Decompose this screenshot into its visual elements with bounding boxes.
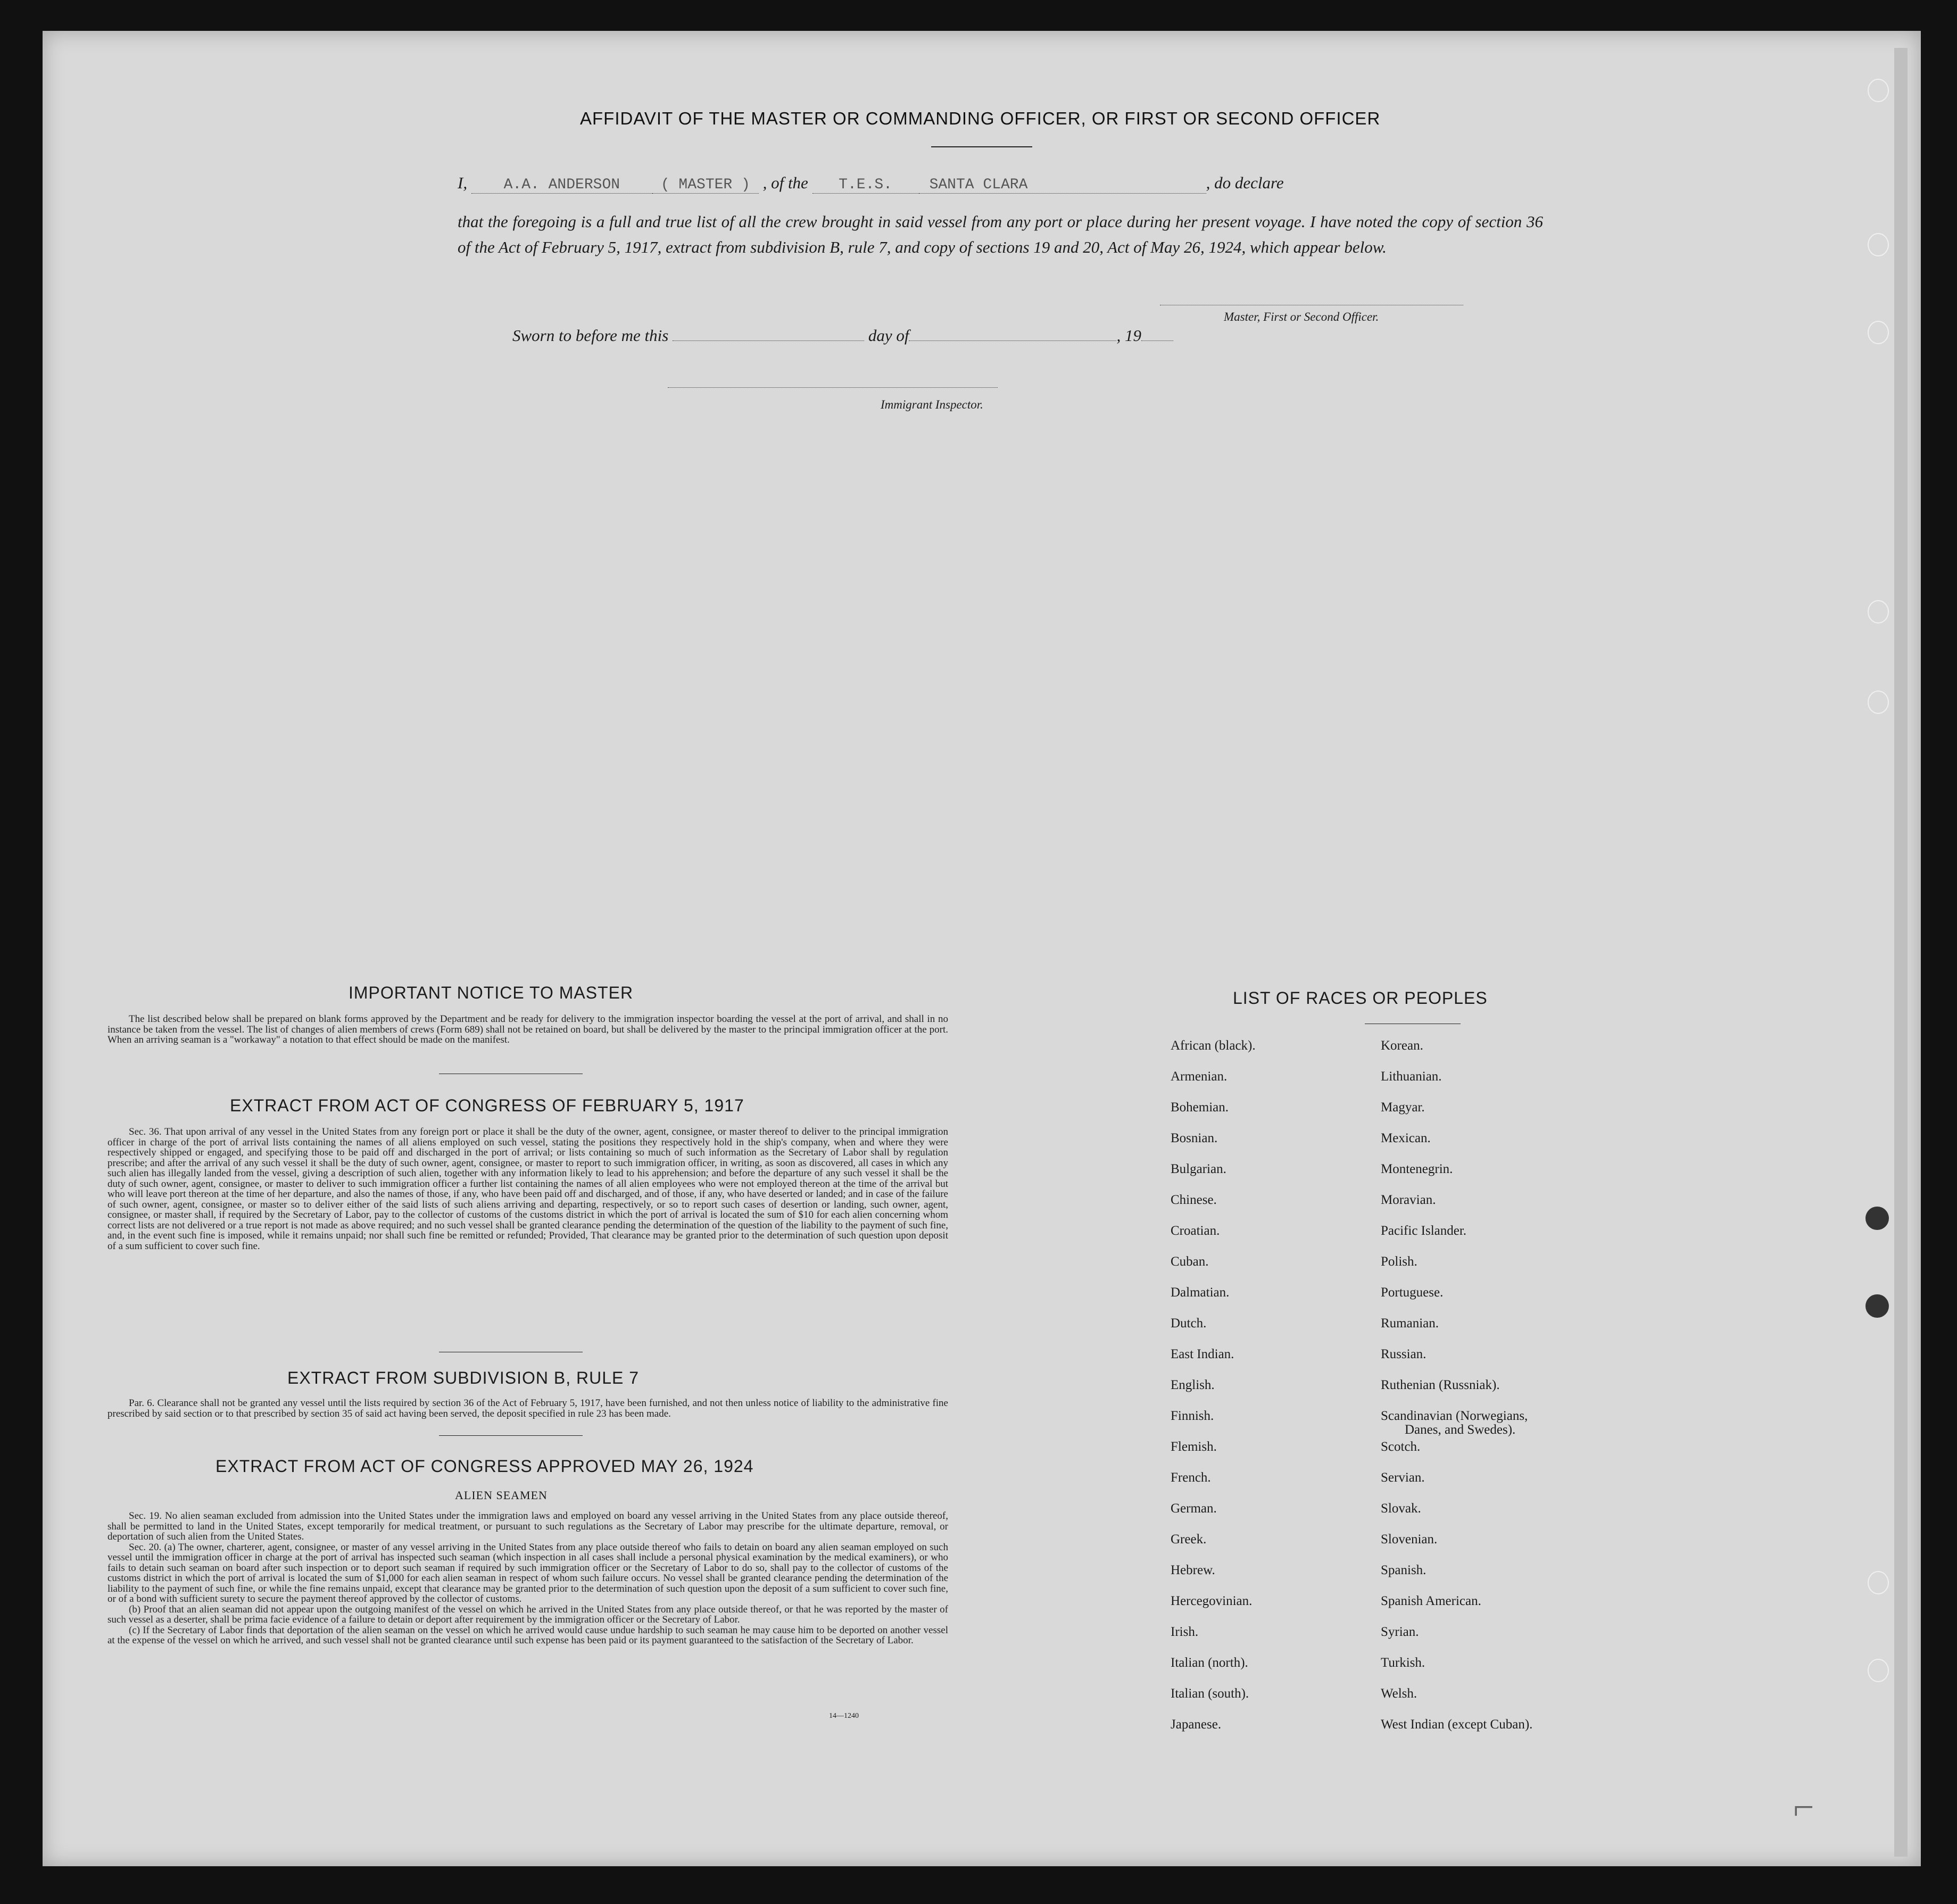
form-number: 14—1240	[829, 1712, 859, 1720]
binder-hole	[1868, 233, 1889, 256]
race-item: Armenian.	[1171, 1069, 1228, 1084]
race-item: Mexican.	[1381, 1131, 1431, 1145]
race-item: Russian.	[1381, 1347, 1427, 1361]
binder-hole	[1868, 79, 1889, 102]
vessel-type-field: T.E.S.	[812, 177, 919, 194]
race-item: Polish.	[1381, 1254, 1417, 1269]
race-item: Spanish.	[1381, 1563, 1427, 1577]
notice-text: The list described below shall be prepared on blank forms approved by the Department and be ready for delivery to the immigration inspector boarding the vessel at the port of arrival, and shall in no instance be taken from the vessel. The list of changes of alien members of crews (Form 689) shall not be retained on board, but shall be delivered by the master to the principal immigration officer at the port. When an arriving seaman is a "workaway" a notation to that effect should be made on the manifest.	[107, 1013, 948, 1045]
inspector-signature-line	[668, 387, 998, 388]
race-item: Chinese.	[1171, 1193, 1217, 1207]
extract-1917-title: EXTRACT FROM ACT OF CONGRESS OF FEBRUARY 5, 1917	[230, 1096, 744, 1115]
vessel-name-field: SANTA CLARA	[919, 177, 1206, 194]
affidavit-body: that the foregoing is a full and true list of all the crew brought in said vessel from any port or place during her present voyage. I have noted the copy of section 36 of the Act of February 5, 1917, extract from subdivision B, rule 7, and copy of sections 19 and 20, Act of May 26, 1924, which appear below.	[458, 212, 1543, 256]
race-item: Korean.	[1381, 1038, 1423, 1053]
race-item: West Indian (except Cuban).	[1381, 1717, 1533, 1732]
sworn-year-field	[1141, 340, 1173, 341]
race-item: Montenegrin.	[1381, 1162, 1453, 1176]
subdivision-title: EXTRACT FROM SUBDIVISION B, RULE 7	[287, 1368, 640, 1387]
pencil-mark: ⌐	[1793, 1787, 1814, 1828]
race-item: Bulgarian.	[1171, 1162, 1226, 1176]
race-item: German.	[1171, 1501, 1217, 1516]
i-label: I,	[458, 173, 468, 192]
master-name-field: A.A. ANDERSON	[471, 177, 652, 194]
master-caption: Master, First or Second Officer.	[1224, 310, 1379, 323]
sec-20-b: (b) Proof that an alien seaman did not appear upon the outgoing manifest of the vessel on which he arrived in the United States from any place outside thereof, or that he was reported by the master of such vessel as a deserter, shall be prima facie evidence of a failure to detain or deport after requirement by the immigration officer or the Secretary of Labor.	[107, 1603, 948, 1625]
race-item-continuation: Danes, and Swedes).	[1405, 1423, 1516, 1437]
do-declare-label: , do declare	[1206, 173, 1284, 192]
race-item: Dalmatian.	[1171, 1285, 1230, 1300]
race-item: Portuguese.	[1381, 1285, 1444, 1300]
binder-hole	[1868, 321, 1889, 344]
race-item: Scandinavian (Norwegians,	[1381, 1409, 1528, 1423]
binder-hole-filled	[1865, 1294, 1889, 1318]
race-item: Slovak.	[1381, 1501, 1421, 1516]
race-item: Finnish.	[1171, 1409, 1214, 1423]
race-item: Rumanian.	[1381, 1316, 1439, 1331]
subdivision-text: Par. 6. Clearance shall not be granted any vessel until the lists required by section 36 of the Act of February 5, 1917, have been furnished, and not then unless notice of liability to the administrative fine prescribed by said section or to that prescribed by section 35 of said act having been served, the deposit specified in rule 23 has been made.	[107, 1398, 948, 1419]
document-page	[43, 31, 1921, 1866]
affidavit-declaration-line	[458, 173, 1284, 194]
binder-hole-filled	[1865, 1207, 1889, 1230]
race-item: Scotch.	[1381, 1440, 1421, 1454]
sec-20-a: Sec. 20. (a) The owner, charterer, agent, consignee, or master of any vessel arriving in the United States from any place outside thereof who fails to detain on board any alien seaman employed on such vessel until the immigration officer in charge at the port of arrival has inspected such seaman (which inspection in all cases shall include a personal physical examination by the medical examiners), or who fails to detain such seaman on board after such inspection or to deport such seaman if required by such immigration officer or the Secretary of Labor to do so, shall pay to the collector of customs of the customs district in which the port of arrival is located the sum of $1,000 for each alien seaman in respect of whom such failure occurs. No vessel shall be granted clearance pending the determination of the liability to the payment of such fine, or while the fine remains unpaid, except that clearance may be granted prior to the determination of such question upon the deposit of a sum sufficient to cover such fine, or of a bond with sufficient surety to secure the payment thereof approved by the collector of customs.	[107, 1541, 948, 1604]
page-edge	[1894, 48, 1908, 1857]
subdivision-rule	[439, 1435, 583, 1436]
sworn-day-field	[673, 340, 864, 341]
race-item: Bosnian.	[1171, 1131, 1218, 1145]
race-item: Dutch.	[1171, 1316, 1207, 1331]
race-item: East Indian.	[1171, 1347, 1234, 1361]
race-item: Turkish.	[1381, 1656, 1425, 1670]
race-item: Spanish American.	[1381, 1594, 1481, 1608]
race-item: Italian (south).	[1171, 1686, 1249, 1701]
race-item: Japanese.	[1171, 1717, 1222, 1732]
race-item: Italian (north).	[1171, 1656, 1248, 1670]
affidavit-title-rule	[931, 146, 1032, 147]
race-item: Greek.	[1171, 1532, 1207, 1547]
race-item: Croatian.	[1171, 1224, 1220, 1238]
affidavit-title: AFFIDAVIT OF THE MASTER OR COMMANDING OFFICER, OR FIRST OR SECOND OFFICER	[580, 109, 1381, 128]
extract-1924-title: EXTRACT FROM ACT OF CONGRESS APPROVED MAY 26, 1924	[215, 1457, 754, 1476]
race-item: Hercegovinian.	[1171, 1594, 1253, 1608]
race-item: Pacific Islander.	[1381, 1224, 1467, 1238]
alien-seamen-subtitle: ALIEN SEAMEN	[455, 1489, 548, 1502]
race-item: Cuban.	[1171, 1254, 1209, 1269]
race-item: Lithuanian.	[1381, 1069, 1442, 1084]
race-item: Irish.	[1171, 1625, 1199, 1639]
inspector-caption: Immigrant Inspector.	[881, 398, 983, 411]
sworn-month-field	[909, 340, 1116, 341]
extract-1924-text	[107, 1511, 948, 1646]
rank-field: ( MASTER )	[652, 177, 759, 194]
race-item: Slovenian.	[1381, 1532, 1438, 1547]
binder-hole	[1868, 1659, 1889, 1682]
of-the-label: , of the	[762, 173, 808, 192]
race-item: English.	[1171, 1378, 1215, 1392]
extract-1917-text: Sec. 36. That upon arrival of any vessel in the United States from any foreign port or place it shall be the duty of the owner, agent, consignee, or master thereof to deliver to the principal immigration officer in charge of the port of arrival lists containing the names of all aliens employed on such vessel, stating the positions they respectively hold in the ship's company, when and where they were respectively shipped or engaged, and specifying those to be paid off and discharged in the port of arrival; or lists containing so much of such information as the Secretary of Labor shall by regulation prescribe; and after the arrival of any such vessel it shall be the duty of such owner, agent, consignee, or master to report to such immigration officer, in writing, as soon as discovered, all cases in which any such alien has illegally landed from the vessel, giving a description of such alien, together with any information likely to lead to his apprehension; and before the departure of any such vessel it shall be the duty of such owner, agent, consignee, or master to deliver to such immigration officer a further list containing the names of all alien employees who were not employed thereon at the time of the arrival but who will leave port thereon at the time of her departure, and also the names of those, if any, who have been paid off and discharged, and of those, if any, who have deserted or landed; and in case of the failure of such owner, agent, consignee, or master so to deliver either of the said lists of such aliens arriving and departing, respectively, or so to report such cases of desertion or landing, such owner, agent, consignee, or master shall, if required by the Secretary of Labor, pay to the collector of customs of the customs district in which the port of arrival is located the sum of $10 for each alien concerning whom correct lists are not delivered or a true report is not made as above required; and no such vessel shall be granted clearance pending the determination of the question of the liability to the payment of such fine, and, in the event such fine is imposed, while it remains unpaid; nor shall such fine be remitted or refunded; Provided, That clearance may be granted prior to the determination of such question upon deposit of a sum sufficient to cover such fine.	[107, 1126, 948, 1252]
notice-title: IMPORTANT NOTICE TO MASTER	[349, 983, 634, 1002]
race-item: French.	[1171, 1470, 1211, 1485]
binder-hole	[1868, 1571, 1889, 1594]
race-item: Ruthenian (Russniak).	[1381, 1378, 1500, 1392]
race-item: Flemish.	[1171, 1440, 1217, 1454]
year-prefix: , 19	[1116, 326, 1141, 345]
day-of-label: day of	[868, 326, 909, 345]
race-item: Welsh.	[1381, 1686, 1417, 1701]
race-item: Servian.	[1381, 1470, 1425, 1485]
sec-20-c: (c) If the Secretary of Labor finds that deportation of the alien seaman on the vessel on which he arrived would cause undue hardship to such seaman he may cause him to be deported on another vessel at the expense of the vessel on which he arrived, and such vessel shall not be granted clearance until such expense has been paid or its payment guaranteed to the satisfaction of the Secretary of Labor.	[107, 1624, 948, 1646]
binder-hole	[1868, 691, 1889, 714]
race-item: Syrian.	[1381, 1625, 1419, 1639]
sec-19: Sec. 19. No alien seaman excluded from admission into the United States under the immigration laws and employed on board any vessel arriving in the United States from any place outside thereof, shall be permitted to land in the United States, except temporarily for medical treatment, or pursuant to such regulations as the Secretary of Labor may prescribe for the ultimate departure, removal, or deportation of such alien from the United States.	[107, 1510, 948, 1542]
sworn-line	[512, 326, 1173, 345]
races-title: LIST OF RACES OR PEOPLES	[1233, 988, 1488, 1008]
race-item: African (black).	[1171, 1038, 1256, 1053]
race-item: Hebrew.	[1171, 1563, 1215, 1577]
race-item: Bohemian.	[1171, 1100, 1229, 1115]
race-item: Magyar.	[1381, 1100, 1425, 1115]
binder-hole	[1868, 600, 1889, 623]
race-item: Moravian.	[1381, 1193, 1436, 1207]
sworn-label: Sworn to before me this	[512, 326, 669, 345]
